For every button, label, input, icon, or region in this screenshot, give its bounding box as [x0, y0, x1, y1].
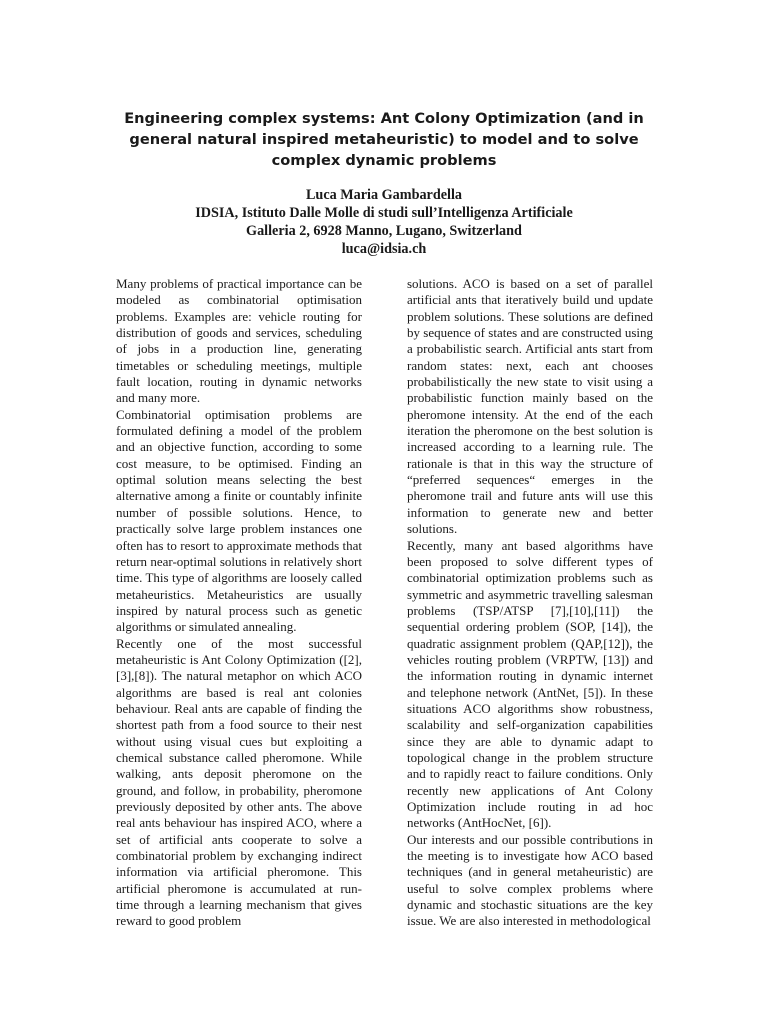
paper-title: Engineering complex systems: Ant Colony Optimization (and in general natural inspired metaheuristic) to model and to solve complex dynamic problems	[124, 110, 644, 169]
left-column	[116, 276, 362, 930]
author-block	[100, 186, 668, 258]
paragraph: Many problems of practical importance can be modeled as combinatorial optimisation problems. Examples are: vehicle routing for distribution of goods and services, scheduling of jobs in a production line, generating timetables or scheduling meetings, multiple fault location, routing in dynamic networks and many more.	[116, 276, 362, 406]
paragraph: Combinatorial optimisation problems are formulated defining a model of the problem and an objective function, according to some cost measure, to be optimised. Finding an optimal solution means selecting the best alternative among a finite or countably infinite number of possible solutions. Hence, to practically solve large problem instances one often has to resort to approximate methods that return near-optimal solutions in relatively short time. This type of algorithms are loosely called metaheuristics. Metaheuristics are usually inspired by natural process such as genetic algorithms or simulated annealing.	[116, 406, 362, 635]
paragraph: Recently one of the most successful metaheuristic is Ant Colony Optimization ([2], [3],[8]). The natural metaphor on which ACO algorithms are based is real ant colonies behaviour. Real ants are capable of finding the shortest path from a food source to their nest without using visual cues but exploiting a chemical substance called pheromone. While walking, ants deposit pheromone on the ground, and follow, in probability, pheromone previously deposited by other ants. The above real ants behaviour has inspired ACO, where a set of artificial ants cooperate to solve a combinatorial problem by exchanging indirect information via artificial pheromone. This artificial pheromone is accumulated at run-time through a learning mechanism that gives reward to good problem	[116, 635, 362, 929]
paragraph: solutions. ACO is based on a set of parallel artificial ants that iteratively build und update problem solutions. These solutions are defined by sequence of states and are constructed using a probabilistic search. Artificial ants start from random states: next, each ant chooses probabilistically the new state to visit using a probabilistic function mainly based on the pheromone intensity. At the end of the each iteration the pheromone on the best solution is increased according to a learning rule. The rationale is that in this way the structure of “preferred sequences“ emerges in the pheromone trail and future ants will use this information to generate new and better solutions.	[407, 276, 653, 537]
author-affiliation: IDSIA, Istituto Dalle Molle di studi sull’Intelligenza Artificiale	[195, 205, 573, 221]
right-column	[407, 276, 653, 930]
author-address: Galleria 2, 6928 Manno, Lugano, Switzerland	[246, 223, 522, 239]
paragraph: Our interests and our possible contributions in the meeting is to investigate how ACO based techniques (and in general metaheuristic) are useful to solve complex problems where dynamic and stochastic situations are the key issue. We are also interested in methodological	[407, 831, 653, 929]
paragraph: Recently, many ant based algorithms have been proposed to solve different types of combinatorial optimization problems such as symmetric and asymmetric travelling salesman problems (TSP/ATSP [7],[10],[11]) the sequential ordering problem (SOP, [14]), the quadratic assignment problem (QAP,[12]), the vehicles routing problem (VRPTW, [13]) and the information routing in dynamic internet and telephone network (AntNet, [5]). In these situations ACO algorithms show robustness, scalability and self-organization capabilities since they are able to dynamic adapt to topological change in the problem structure and to rapidly react to failure conditions. Only recently new applications of Ant Colony Optimization include routing in ad hoc networks (AntHocNet, [6]).	[407, 537, 653, 831]
author-email: luca@idsia.ch	[341, 241, 427, 257]
author-name: Luca Maria Gambardella	[305, 187, 463, 203]
